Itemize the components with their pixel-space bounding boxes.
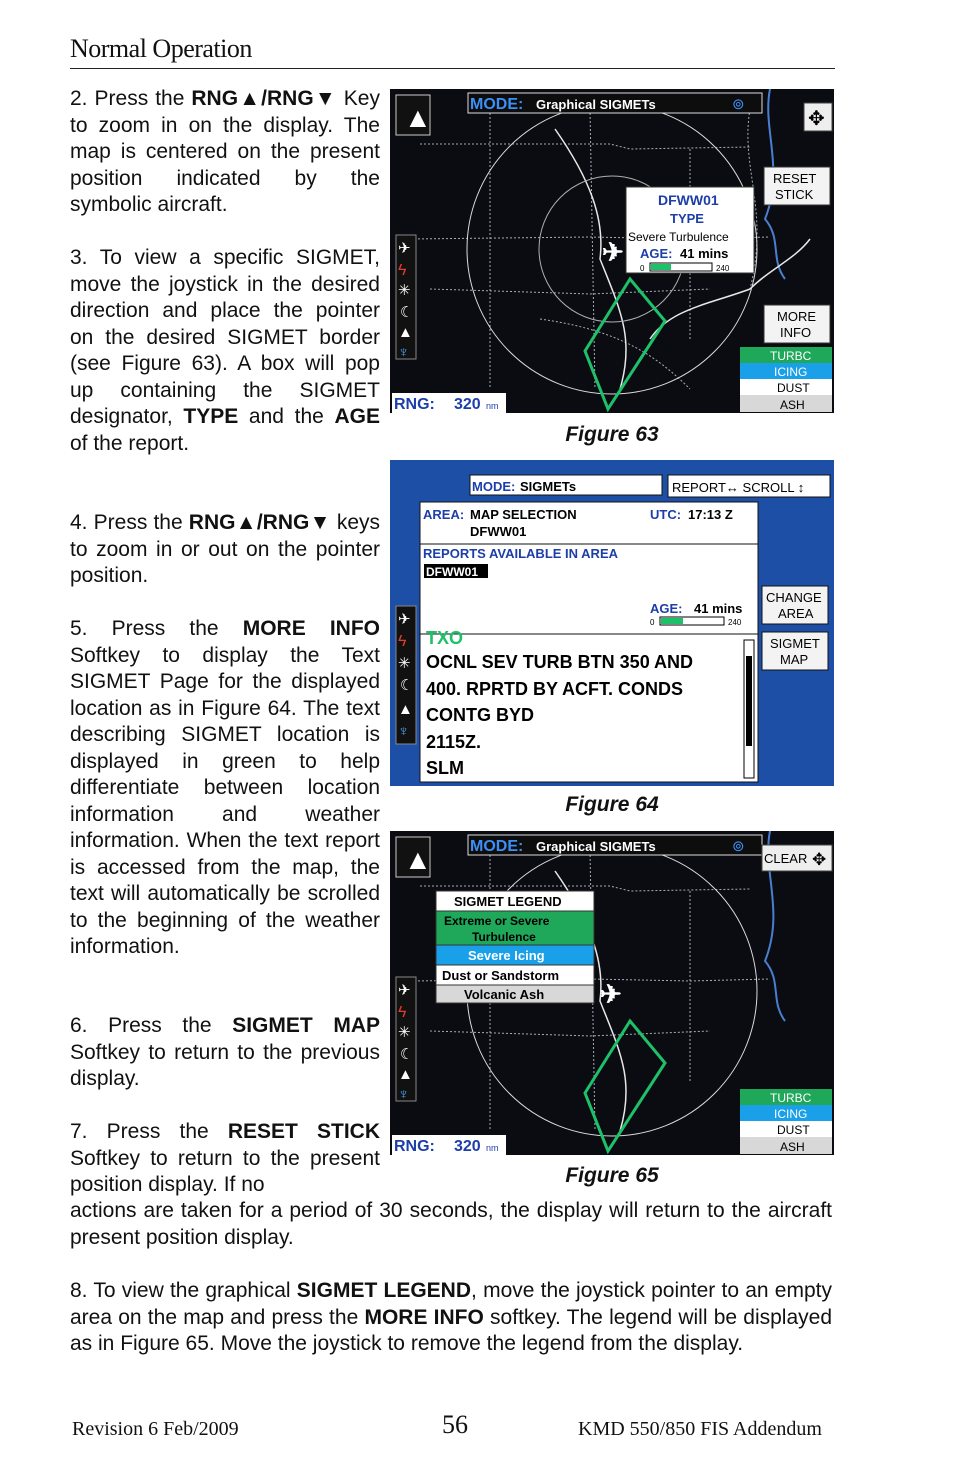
lightning-icon: ϟ [398,262,407,279]
svg-text:MORE: MORE [777,309,816,324]
svg-text:✈: ✈ [600,979,622,1009]
svg-text:⊚: ⊚ [732,96,745,113]
svg-text:SIGMETs: SIGMETs [520,479,577,494]
figure-64-caption: Figure 64 [565,793,659,816]
step-3: 3. To view a specific SIGMET, move the joystick in the desired direction and place the pointer on the desired SIGMET border (see Figure 63). A box will pop up containing the SIGMET designator, TYPE and the AGE of the report. [70,246,380,455]
aircraft-icon: ✈ [398,240,411,257]
svg-text:41 mins: 41 mins [680,246,729,261]
svg-text:TURBC: TURBC [770,349,812,363]
svg-text:Dust or Sandstorm: Dust or Sandstorm [442,968,560,983]
svg-text:17:13 Z: 17:13 Z [688,507,733,522]
svg-text:Graphical SIGMETs: Graphical SIGMETs [536,97,656,112]
figure-65-caption: Figure 65 [565,1164,659,1187]
svg-text:320: 320 [454,1138,481,1155]
svg-text:INFO: INFO [780,325,812,340]
svg-text:▲: ▲ [398,1066,413,1083]
svg-text:MAP: MAP [780,652,809,667]
svg-text:AGE:: AGE: [650,601,683,616]
svg-text:0: 0 [640,264,645,273]
sigmet-legend-box [436,891,594,1003]
svg-text:ICING: ICING [774,365,808,379]
svg-text:TYPE: TYPE [670,211,704,226]
svg-text:41 mins: 41 mins [694,601,743,616]
svg-text:Extreme or Severe: Extreme or Severe [444,914,550,928]
svg-text:✈: ✈ [398,611,411,628]
page-number: 56 [442,1410,468,1439]
svg-text:Severe Icing: Severe Icing [468,948,545,963]
svg-text:ASH: ASH [780,398,805,412]
svg-text:▲: ▲ [404,844,432,875]
svg-text:240: 240 [716,264,730,273]
svg-text:2115Z.: 2115Z. [426,732,482,752]
step-4: 4. Press the RNG▲/RNG▼ keys to zoom in or out on the pointer position. [70,511,381,587]
svg-text:✈: ✈ [398,982,411,999]
step-7: 7. Press the RESET STICK Softkey to return to the present position display. If no [70,1120,380,1196]
svg-text:ϟ: ϟ [398,633,407,650]
svg-text:☾: ☾ [400,677,414,694]
svg-text:TURBC: TURBC [770,1091,812,1105]
svg-text:✳: ✳ [398,1024,411,1041]
svg-text:MAP SELECTION: MAP SELECTION [470,507,577,522]
svg-text:UTC:: UTC: [650,507,682,522]
svg-text:CHANGE: CHANGE [766,590,822,605]
svg-text:☾: ☾ [400,1046,414,1063]
svg-text:MODE:: MODE: [470,96,524,113]
move-icon: ✥ [808,108,825,130]
asterisk-icon: ✳ [398,282,411,299]
reset-stick-label: RESET [773,171,817,186]
svg-text:Turbulence: Turbulence [472,930,536,944]
svg-text:AREA:: AREA: [423,507,465,522]
step-2: 2. Press the RNG▲/RNG▼ Key to zoom in on the display. The map is centered on the present position indicated by the symbolic aircraft. [70,87,380,216]
svg-text:CONTG BYD: CONTG BYD [426,705,534,725]
terrain-icon: ▲ [398,324,413,341]
step-5: 5. Press the MORE INFO Softkey to display the Text SIGMET Page for the displayed location as in Figure 64. The text describing SIGMET location is displayed in green to help differentiate between location information and weather information. When the text report is accessed from the map, the text will automatically be scrolled to the beginning of the weather information. [70,617,381,958]
footer-doc-title: KMD 550/850 FIS Addendum [578,1418,822,1440]
svg-text:320: 320 [454,396,481,413]
report-item-dfww01[interactable]: DFWW01 [426,565,478,579]
step-8: 8. To view the graphical SIGMET LEGEND, move the joystick pointer to an empty area on the map and press the MORE INFO softkey. The legend will be displayed as in Figure 65. Move the joystick to remove the legend from the display. [70,1279,832,1355]
svg-text:REPORTS AVAILABLE IN AREA: REPORTS AVAILABLE IN AREA [423,546,619,561]
svg-text:CLEAR: CLEAR [764,851,808,866]
svg-text:Graphical SIGMETs: Graphical SIGMETs [536,839,656,854]
svg-text:DUST: DUST [777,381,810,395]
figure-63-screen [390,89,834,413]
page-header-title: Normal Operation [70,34,252,63]
svg-text:TXO: TXO [426,628,464,648]
svg-text:240: 240 [728,618,742,627]
svg-text:SIGMET LEGEND: SIGMET LEGEND [454,894,562,909]
svg-text:♆: ♆ [398,1086,410,1103]
svg-text:REPORT↔ SCROLL ↕: REPORT↔ SCROLL ↕ [672,480,805,495]
svg-text:▲: ▲ [398,701,413,718]
svg-text:SLM: SLM [426,758,464,778]
svg-text:DUST: DUST [777,1123,810,1137]
svg-text:RNG:: RNG: [394,396,435,413]
svg-text:nm: nm [486,1143,499,1153]
svg-text:MODE:: MODE: [472,479,516,494]
svg-text:AGE:: AGE: [640,246,673,261]
tower-icon: ♆ [398,344,410,361]
footer-revision: Revision 6 Feb/2009 [72,1418,239,1440]
figure-65-screen [390,831,834,1155]
svg-text:SIGMET: SIGMET [770,636,820,651]
svg-text:nm: nm [486,401,499,411]
figure-64-screen [390,460,834,786]
left-icon-bar-64 [396,606,416,744]
left-icon-bar [396,235,416,361]
left-icon-bar-65 [396,977,416,1103]
moon-icon: ☾ [400,304,414,321]
svg-text:DFWW01: DFWW01 [658,192,719,208]
svg-text:ϟ: ϟ [398,1004,407,1021]
step-6: 6. Press the SIGMET MAP Softkey to return to the previous display. [70,1014,380,1090]
svg-text:Volcanic Ash: Volcanic Ash [464,987,545,1002]
svg-text:✈: ✈ [602,237,624,267]
svg-text:400. RPRTD BY ACFT. CONDS: 400. RPRTD BY ACFT. CONDS [426,679,684,699]
svg-text:AREA: AREA [778,606,814,621]
svg-text:0: 0 [650,618,655,627]
rng-key-label: RNG▲/RNG▼ [191,87,337,110]
svg-text:♆: ♆ [398,723,410,740]
svg-text:▲: ▲ [404,102,432,133]
svg-text:MODE:: MODE: [470,838,524,855]
svg-text:STICK: STICK [775,187,814,202]
svg-text:DFWW01: DFWW01 [470,524,527,539]
svg-text:Severe Turbulence: Severe Turbulence [628,230,729,244]
figure-63-caption: Figure 63 [565,423,659,446]
svg-text:✳: ✳ [398,655,411,672]
svg-text:ICING: ICING [774,1107,808,1121]
svg-text:ASH: ASH [780,1140,805,1154]
step-7-continued: actions are taken for a period of 30 seconds, the display will return to the aircraft present position display. [70,1199,832,1249]
svg-text:OCNL SEV TURB BTN 350 AND: OCNL SEV TURB BTN 350 AND [426,652,694,672]
svg-text:✥: ✥ [812,850,827,869]
header-rule [70,68,835,69]
svg-text:⊚: ⊚ [732,838,745,855]
svg-text:RNG:: RNG: [394,1138,435,1155]
